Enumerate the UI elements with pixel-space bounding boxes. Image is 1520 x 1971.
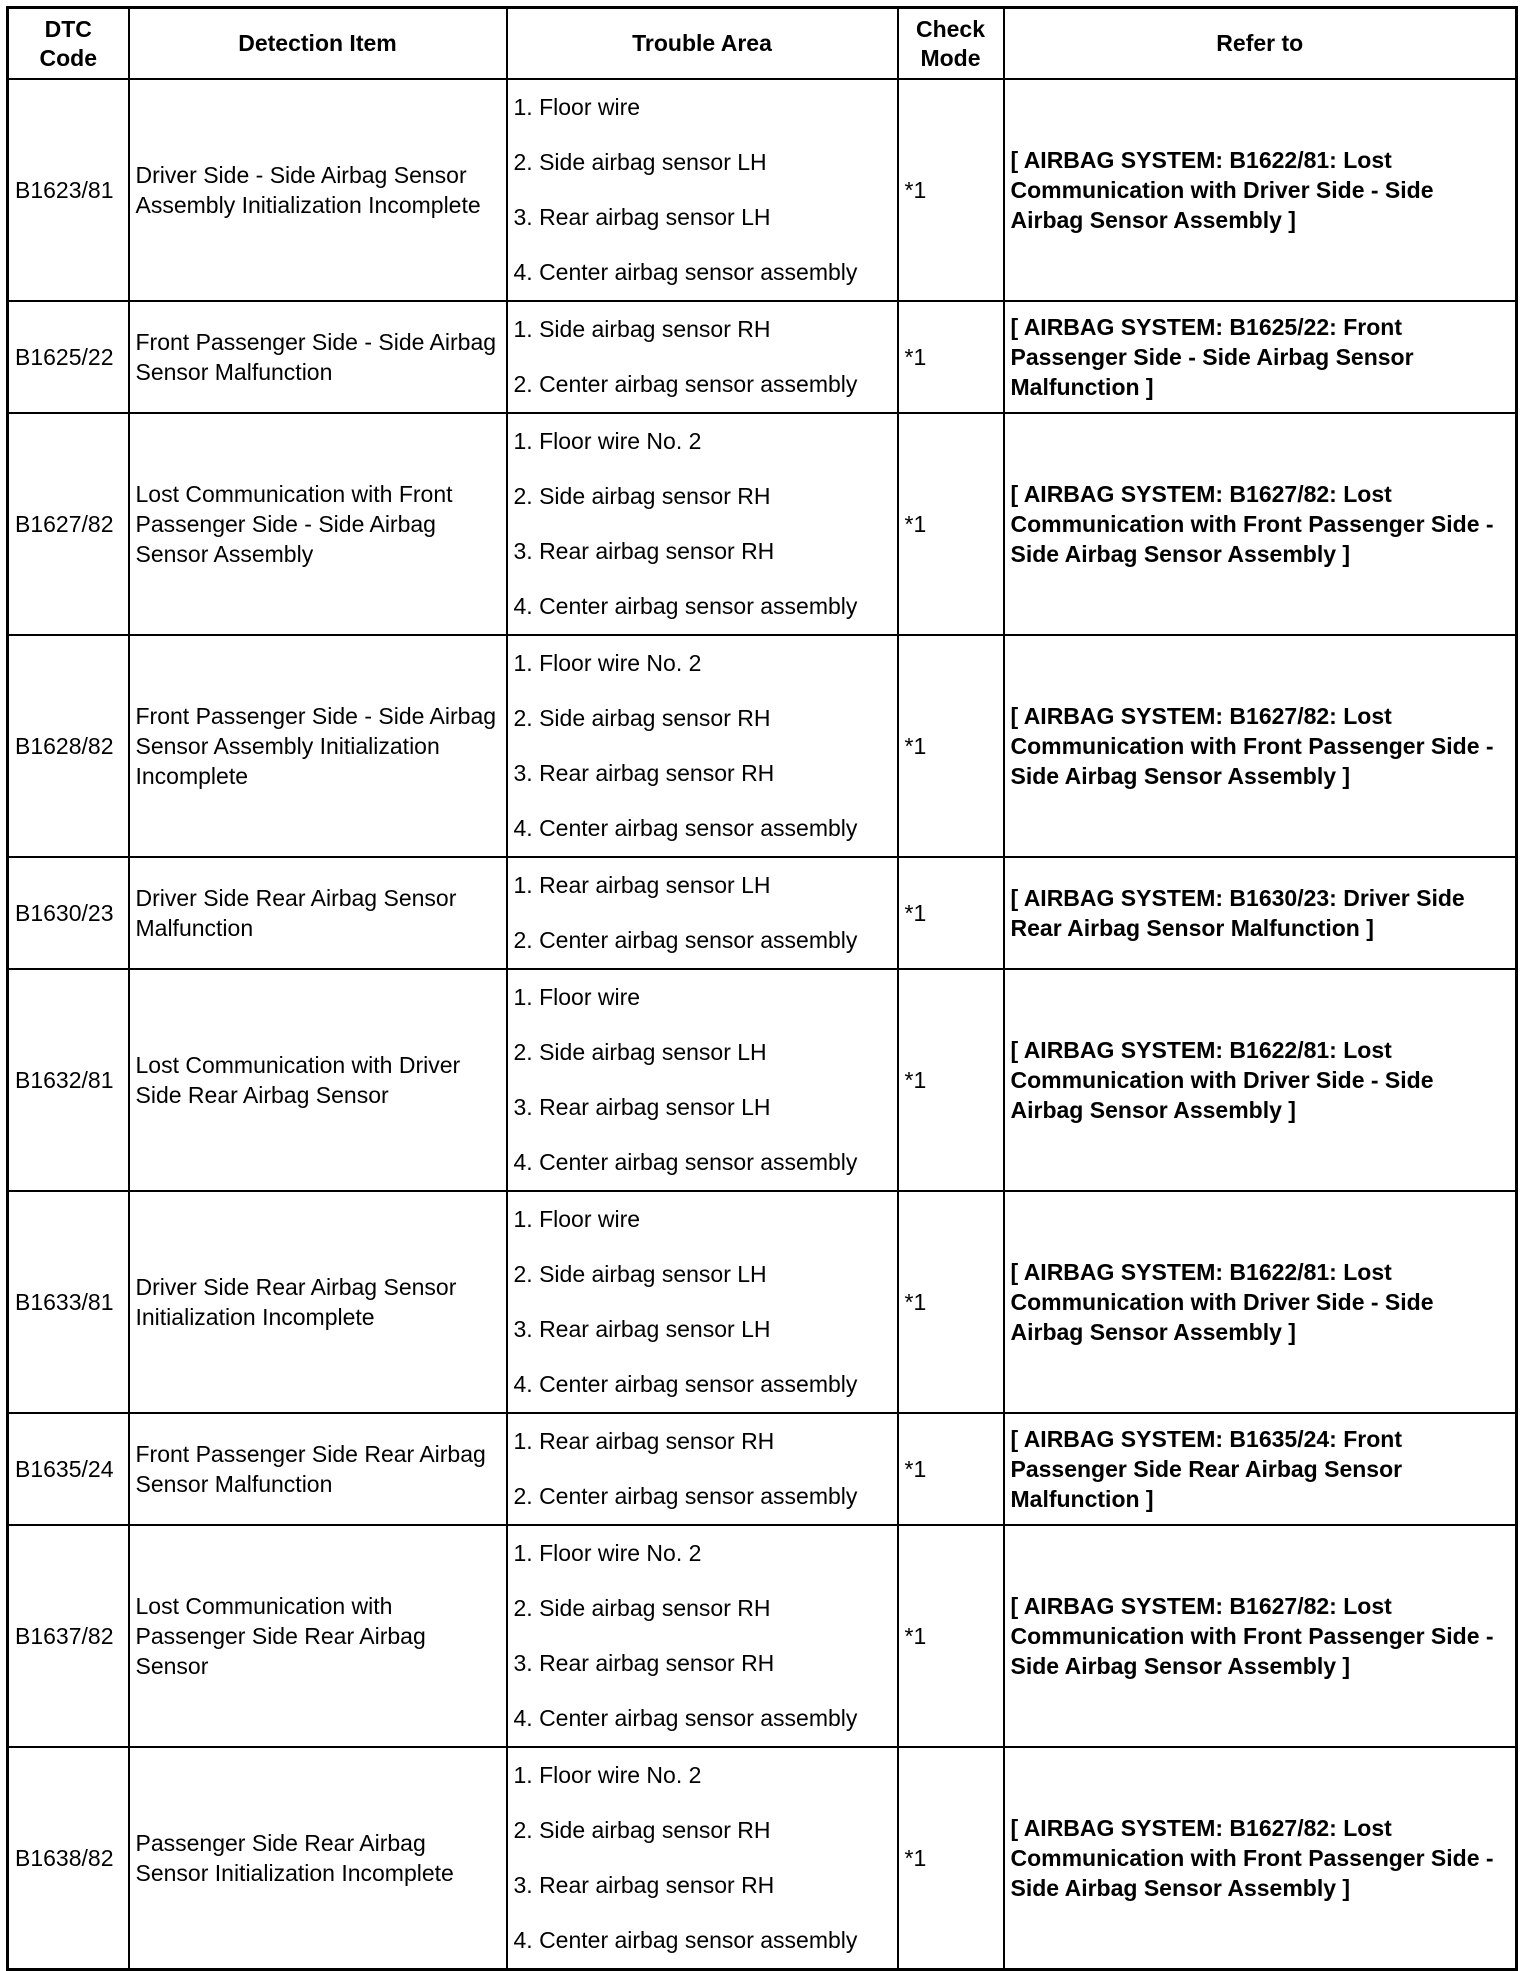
- header-refer-to: Refer to: [1004, 8, 1517, 80]
- detection-item-cell: Passenger Side Rear Airbag Sensor Initialization Incomplete: [129, 1747, 507, 1970]
- trouble-area-cell: [507, 79, 898, 301]
- trouble-area-item: 1. Floor wire No. 2: [513, 428, 702, 454]
- header-dtc-code: DTC Code: [8, 8, 129, 80]
- detection-item-cell: Lost Communication with Front Passenger Side - Side Airbag Sensor Assembly: [129, 413, 507, 635]
- trouble-area-cell: [507, 413, 898, 635]
- check-mode-cell: *1: [898, 1525, 1004, 1747]
- header-row: [8, 8, 1517, 80]
- trouble-area-item: 1. Floor wire: [513, 1206, 641, 1232]
- header-detection-item: Detection Item: [129, 8, 507, 80]
- detection-item-cell: Lost Communication with Passenger Side Rear Airbag Sensor: [129, 1525, 507, 1747]
- check-mode-cell: *1: [898, 1191, 1004, 1413]
- trouble-area-item: 1. Floor wire No. 2: [513, 650, 702, 676]
- trouble-area-item: 4. Center airbag sensor assembly: [513, 1927, 858, 1953]
- refer-to-cell: [ AIRBAG SYSTEM: B1627/82: Lost Communication with Front Passenger Side - Side Airbag Sensor Assembly ]: [1004, 1525, 1517, 1747]
- table-row: [8, 857, 1517, 969]
- trouble-area-item: 4. Center airbag sensor assembly: [513, 1705, 858, 1731]
- dtc-code-cell: B1638/82: [8, 1747, 129, 1970]
- trouble-area-cell: [507, 969, 898, 1191]
- check-mode-cell: *1: [898, 301, 1004, 413]
- table-header: [8, 8, 1517, 80]
- detection-item-cell: Driver Side - Side Airbag Sensor Assembly Initialization Incomplete: [129, 79, 507, 301]
- refer-to-cell: [ AIRBAG SYSTEM: B1625/22: Front Passenger Side - Side Airbag Sensor Malfunction ]: [1004, 301, 1517, 413]
- table-body: [8, 79, 1517, 1970]
- check-mode-cell: *1: [898, 413, 1004, 635]
- trouble-area-item: 3. Rear airbag sensor RH: [513, 1650, 775, 1676]
- table-row: [8, 79, 1517, 301]
- trouble-area-cell: [507, 1747, 898, 1970]
- trouble-area-item: 1. Floor wire No. 2: [513, 1540, 702, 1566]
- refer-to-cell: [ AIRBAG SYSTEM: B1622/81: Lost Communication with Driver Side - Side Airbag Sensor Assembly ]: [1004, 1191, 1517, 1413]
- trouble-area-item: 3. Rear airbag sensor RH: [513, 1872, 775, 1898]
- detection-item-cell: Driver Side Rear Airbag Sensor Initialization Incomplete: [129, 1191, 507, 1413]
- trouble-area-item: 1. Floor wire: [513, 94, 641, 120]
- trouble-area-cell: [507, 1525, 898, 1747]
- check-mode-cell: *1: [898, 857, 1004, 969]
- trouble-area-item: 1. Rear airbag sensor RH: [513, 1428, 775, 1454]
- trouble-area-cell: [507, 1191, 898, 1413]
- trouble-area-item: 4. Center airbag sensor assembly: [513, 1371, 858, 1397]
- trouble-area-item: 1. Floor wire No. 2: [513, 1762, 702, 1788]
- trouble-area-item: 2. Side airbag sensor RH: [513, 1817, 771, 1843]
- refer-to-cell: [ AIRBAG SYSTEM: B1630/23: Driver Side Rear Airbag Sensor Malfunction ]: [1004, 857, 1517, 969]
- trouble-area-item: 2. Side airbag sensor LH: [513, 1261, 767, 1287]
- detection-item-cell: Driver Side Rear Airbag Sensor Malfunction: [129, 857, 507, 969]
- header-trouble-area: Trouble Area: [507, 8, 898, 80]
- table-row: [8, 1747, 1517, 1970]
- check-mode-cell: *1: [898, 1747, 1004, 1970]
- trouble-area-item: 2. Side airbag sensor RH: [513, 483, 771, 509]
- check-mode-cell: *1: [898, 635, 1004, 857]
- refer-to-cell: [ AIRBAG SYSTEM: B1627/82: Lost Communication with Front Passenger Side - Side Airbag Sensor Assembly ]: [1004, 413, 1517, 635]
- trouble-area-item: 3. Rear airbag sensor RH: [513, 538, 775, 564]
- refer-to-cell: [ AIRBAG SYSTEM: B1635/24: Front Passenger Side Rear Airbag Sensor Malfunction ]: [1004, 1413, 1517, 1525]
- trouble-area-item: 2. Side airbag sensor RH: [513, 1595, 771, 1621]
- trouble-area-item: 4. Center airbag sensor assembly: [513, 259, 858, 285]
- trouble-area-item: 3. Rear airbag sensor LH: [513, 1094, 771, 1120]
- dtc-code-cell: B1630/23: [8, 857, 129, 969]
- table-row: [8, 969, 1517, 1191]
- trouble-area-item: 2. Side airbag sensor LH: [513, 1039, 767, 1065]
- table-row: [8, 1525, 1517, 1747]
- trouble-area-item: 3. Rear airbag sensor LH: [513, 1316, 771, 1342]
- trouble-area-item: 2. Side airbag sensor LH: [513, 149, 767, 175]
- detection-item-cell: Front Passenger Side - Side Airbag Sensor Malfunction: [129, 301, 507, 413]
- dtc-code-cell: B1623/81: [8, 79, 129, 301]
- detection-item-cell: Front Passenger Side - Side Airbag Sensor Assembly Initialization Incomplete: [129, 635, 507, 857]
- trouble-area-item: 2. Center airbag sensor assembly: [513, 927, 858, 953]
- dtc-table: [6, 6, 1518, 1971]
- dtc-code-cell: B1633/81: [8, 1191, 129, 1413]
- refer-to-cell: [ AIRBAG SYSTEM: B1622/81: Lost Communication with Driver Side - Side Airbag Sensor Assembly ]: [1004, 969, 1517, 1191]
- detection-item-cell: Front Passenger Side Rear Airbag Sensor Malfunction: [129, 1413, 507, 1525]
- detection-item-cell: Lost Communication with Driver Side Rear Airbag Sensor: [129, 969, 507, 1191]
- trouble-area-item: 1. Rear airbag sensor LH: [513, 872, 771, 898]
- trouble-area-item: 3. Rear airbag sensor LH: [513, 204, 771, 230]
- refer-to-cell: [ AIRBAG SYSTEM: B1627/82: Lost Communication with Front Passenger Side - Side Airbag Sensor Assembly ]: [1004, 635, 1517, 857]
- check-mode-cell: *1: [898, 969, 1004, 1191]
- refer-to-cell: [ AIRBAG SYSTEM: B1627/82: Lost Communication with Front Passenger Side - Side Airbag Sensor Assembly ]: [1004, 1747, 1517, 1970]
- trouble-area-item: 3. Rear airbag sensor RH: [513, 760, 775, 786]
- refer-to-cell: [ AIRBAG SYSTEM: B1622/81: Lost Communication with Driver Side - Side Airbag Sensor Assembly ]: [1004, 79, 1517, 301]
- trouble-area-cell: [507, 301, 898, 413]
- dtc-table-container: [6, 6, 1518, 1971]
- check-mode-cell: *1: [898, 1413, 1004, 1525]
- dtc-code-cell: B1625/22: [8, 301, 129, 413]
- trouble-area-item: 4. Center airbag sensor assembly: [513, 1149, 858, 1175]
- dtc-code-cell: B1627/82: [8, 413, 129, 635]
- trouble-area-item: 2. Center airbag sensor assembly: [513, 1483, 858, 1509]
- header-check-mode: Check Mode: [898, 8, 1004, 80]
- table-row: [8, 635, 1517, 857]
- trouble-area-cell: [507, 635, 898, 857]
- trouble-area-item: 1. Side airbag sensor RH: [513, 316, 771, 342]
- dtc-code-cell: B1635/24: [8, 1413, 129, 1525]
- trouble-area-cell: [507, 857, 898, 969]
- dtc-code-cell: B1628/82: [8, 635, 129, 857]
- trouble-area-item: 1. Floor wire: [513, 984, 641, 1010]
- trouble-area-item: 2. Side airbag sensor RH: [513, 705, 771, 731]
- table-row: [8, 1191, 1517, 1413]
- trouble-area-item: 4. Center airbag sensor assembly: [513, 815, 858, 841]
- table-row: [8, 301, 1517, 413]
- table-row: [8, 413, 1517, 635]
- trouble-area-item: 2. Center airbag sensor assembly: [513, 371, 858, 397]
- check-mode-cell: *1: [898, 79, 1004, 301]
- table-row: [8, 1413, 1517, 1525]
- dtc-code-cell: B1632/81: [8, 969, 129, 1191]
- trouble-area-cell: [507, 1413, 898, 1525]
- dtc-code-cell: B1637/82: [8, 1525, 129, 1747]
- trouble-area-item: 4. Center airbag sensor assembly: [513, 593, 858, 619]
